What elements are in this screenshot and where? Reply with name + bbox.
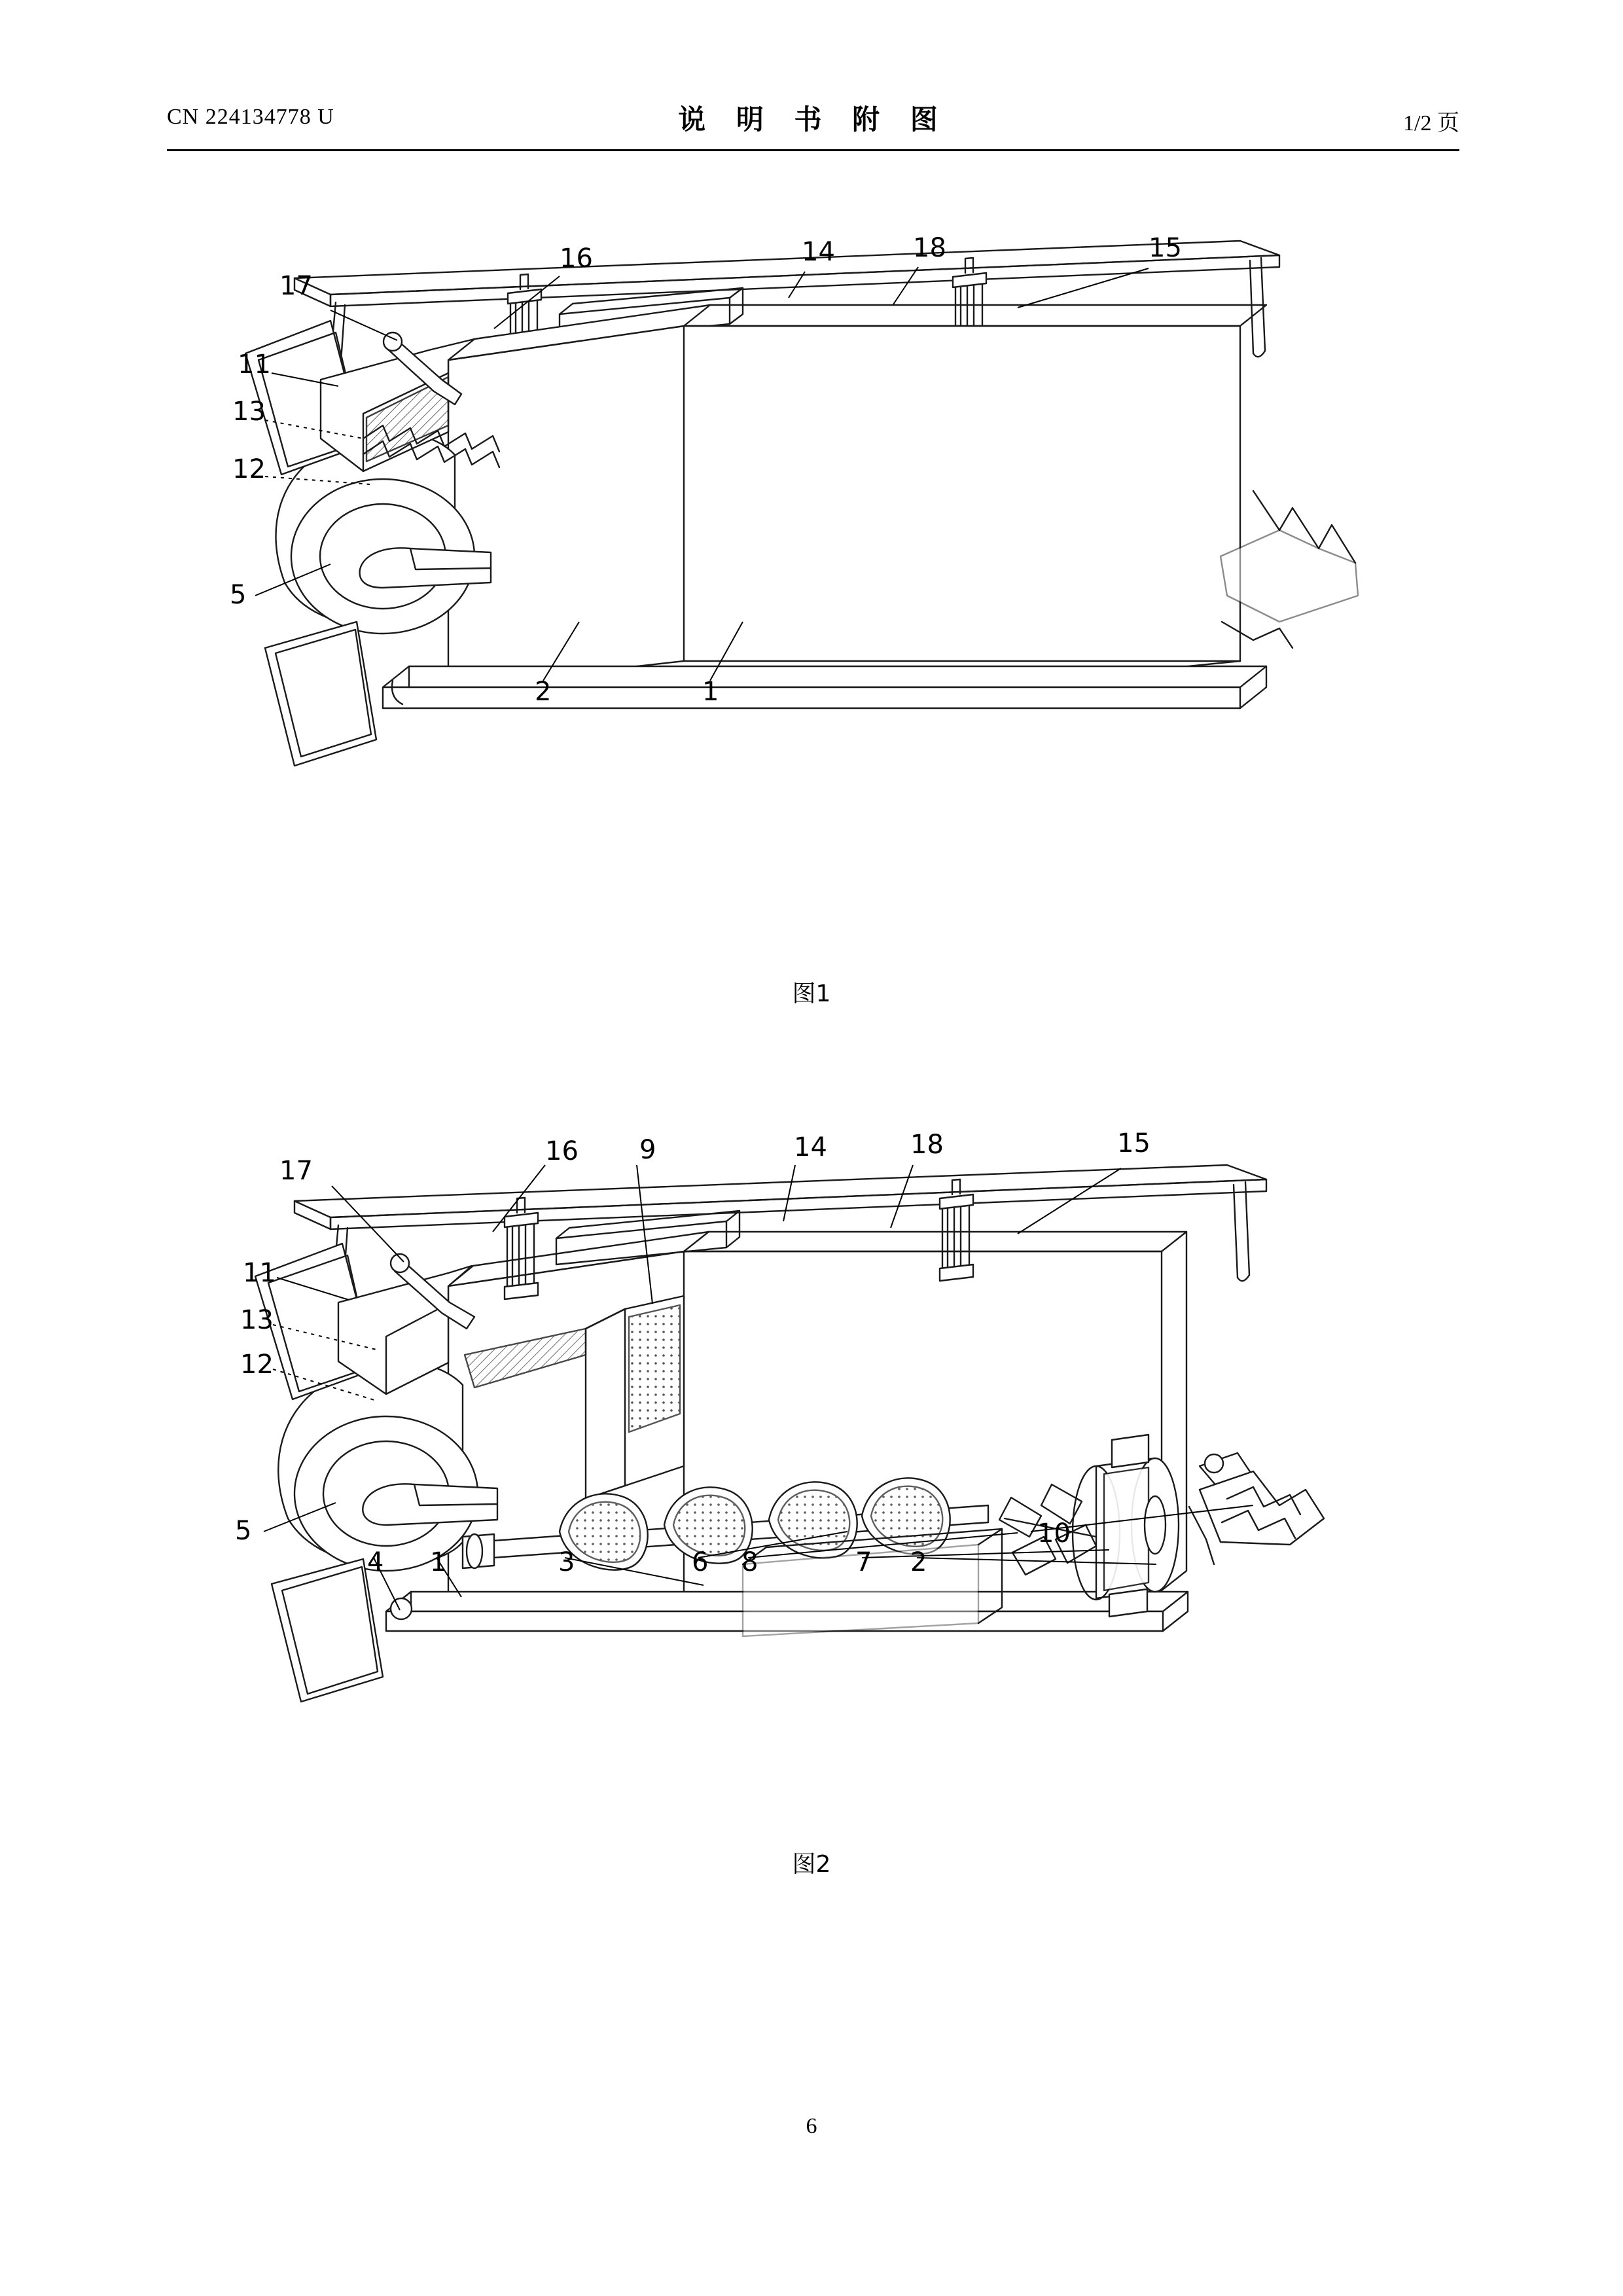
page-header bbox=[167, 98, 1459, 144]
fig1-base-skid bbox=[383, 666, 1266, 708]
fig1-callout-11: 11 bbox=[238, 350, 271, 380]
fig1-rear-serration bbox=[1221, 491, 1358, 648]
figure-1-drawing bbox=[167, 164, 1459, 969]
fig2-callout-3: 3 bbox=[558, 1547, 575, 1577]
fig2-rear-linkage bbox=[1189, 1453, 1324, 1564]
fig2-callout-18: 18 bbox=[910, 1130, 944, 1160]
fig1-callout-14: 14 bbox=[802, 237, 835, 267]
fig1-callout-16: 16 bbox=[560, 243, 593, 274]
fig2-cylinder-left bbox=[505, 1198, 538, 1299]
fig2-callout-15: 15 bbox=[1117, 1128, 1150, 1158]
patent-number: CN 224134778 U bbox=[167, 105, 334, 129]
fig2-callout-10: 10 bbox=[1037, 1518, 1071, 1549]
fig2-callout-6: 6 bbox=[692, 1547, 709, 1577]
fig2-callout-1: 1 bbox=[430, 1547, 447, 1577]
fig2-callout-4: 4 bbox=[367, 1547, 384, 1577]
fig2-callout-8: 8 bbox=[741, 1547, 758, 1577]
figure-1-caption: 图1 bbox=[792, 980, 831, 1007]
fig2-callout-2: 2 bbox=[910, 1547, 927, 1577]
fig1-callout-17: 17 bbox=[279, 271, 313, 301]
fig2-top-frame bbox=[294, 1165, 1266, 1229]
figure-2-caption: 图2 bbox=[792, 1851, 831, 1878]
fig1-callout-12: 12 bbox=[232, 454, 266, 484]
fig2-callout-16: 16 bbox=[545, 1136, 579, 1166]
fig1-callout-15: 15 bbox=[1149, 233, 1182, 263]
page-indicator: 1/2 页 bbox=[1403, 111, 1459, 135]
fig2-callout-5: 5 bbox=[235, 1516, 252, 1546]
fig1-main-housing bbox=[448, 326, 1240, 687]
fig1-callout-2: 2 bbox=[535, 677, 552, 707]
fig2-inner-box bbox=[743, 1529, 1002, 1636]
footer-page-number: 6 bbox=[806, 2114, 817, 2138]
page-title: 说 明 书 附 图 bbox=[678, 103, 948, 135]
fig1-callout-1: 1 bbox=[702, 677, 719, 707]
fig1-callout-13: 13 bbox=[232, 397, 266, 427]
fig1-callout-18: 18 bbox=[913, 233, 946, 263]
fig2-callout-9: 9 bbox=[639, 1135, 656, 1165]
fig2-callout-12: 12 bbox=[240, 1350, 274, 1380]
fig2-motor bbox=[1073, 1435, 1179, 1617]
figure-2-drawing bbox=[167, 1047, 1459, 1839]
fig2-callout-7: 7 bbox=[855, 1547, 872, 1577]
header-divider bbox=[167, 149, 1459, 151]
fig1-callout-5: 5 bbox=[230, 580, 247, 610]
fig2-callout-13: 13 bbox=[240, 1305, 274, 1335]
fig2-callout-11: 11 bbox=[243, 1258, 276, 1288]
fig2-callout-14: 14 bbox=[794, 1132, 827, 1162]
fig2-callout-17: 17 bbox=[279, 1156, 313, 1186]
fig2-cylinder-right bbox=[940, 1179, 973, 1281]
